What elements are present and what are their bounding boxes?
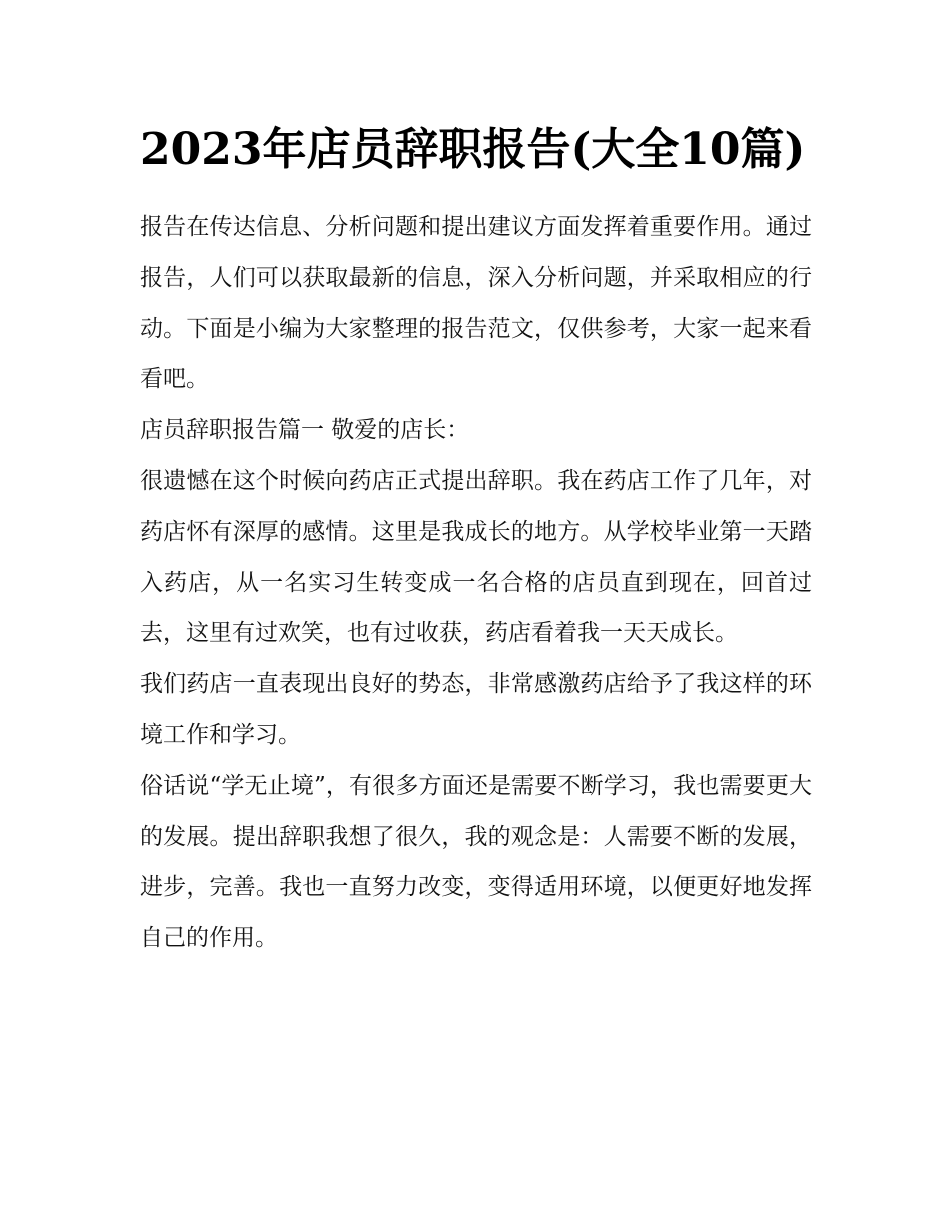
document-content xyxy=(140,118,812,964)
paragraph-body-2: 我们药店一直表现出良好的势态，非常感激药店给予了我这样的环境工作和学习。 xyxy=(140,671,812,748)
document-body xyxy=(140,202,812,964)
paragraph-body-1: 很遗憾在这个时候向药店正式提出辞职。我在药店工作了几年，对药店怀有深厚的感情。这里是我成长的地方。从学校毕业第一天踏入药店，从一名实习生转变成一名合格的店员直到现在，回首过去，这里有过欢笑，也有过收获，药店看着我一天天成长。 xyxy=(140,467,812,647)
paragraph-salutation: 店员辞职报告篇一 敬爱的店长： xyxy=(140,417,470,444)
paragraph-intro: 报告在传达信息、分析问题和提出建议方面发挥着重要作用。通过报告，人们可以获取最新的信息，深入分析问题，并采取相应的行动。下面是小编为大家整理的报告范文，仅供参考，大家一起来看看吧。 xyxy=(140,214,812,393)
paragraph-body-3: 俗话说“学无止境”，有很多方面还是需要不断学习，我也需要更大的发展。提出辞职我想了很久，我的观念是：人需要不断的发展，进步，完善。我也一直努力改变，变得适用环境，以便更好地发挥自己的作用。 xyxy=(140,772,812,952)
document-title: 2023年店员辞职报告(大全10篇) xyxy=(140,124,806,175)
